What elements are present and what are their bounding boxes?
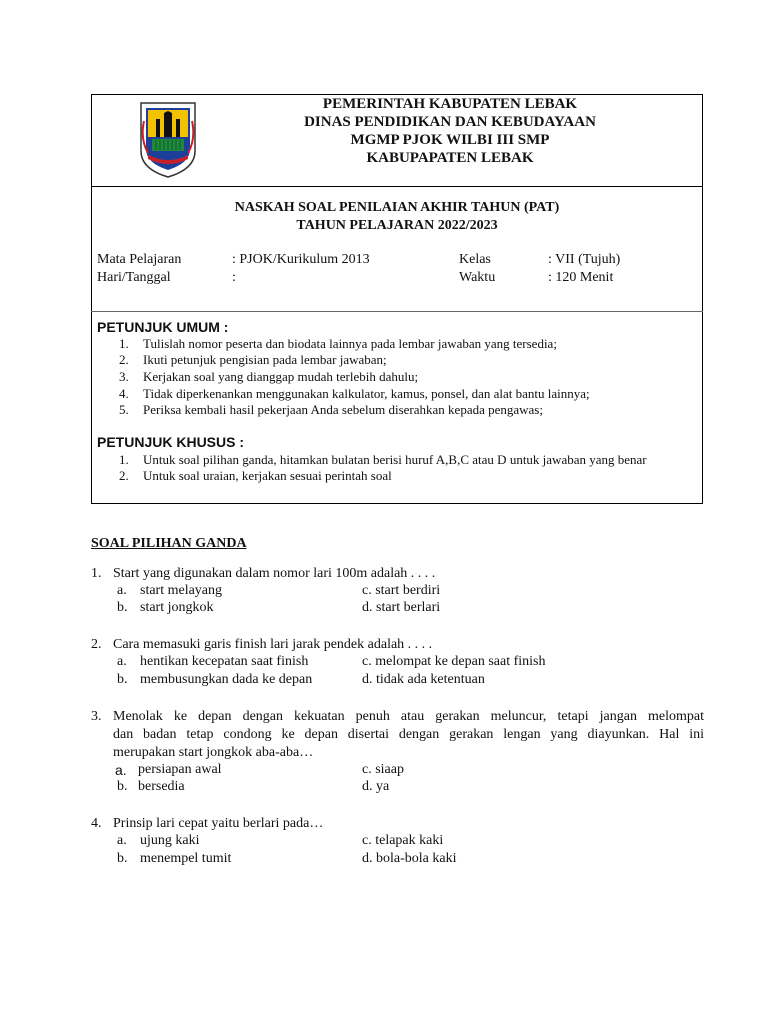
- special-instruction-2: Untuk soal uraian, kerjakan sesuai perintah soal: [143, 468, 392, 483]
- option-label: a.: [117, 583, 127, 598]
- question-text: Prinsip lari cepat yaitu berlari pada…: [113, 816, 324, 831]
- option-d: d. start berlari: [362, 600, 441, 615]
- info-divider: [91, 311, 703, 312]
- multiple-choice-heading: SOAL PILIHAN GANDA: [91, 536, 247, 551]
- option-d: d. bola-bola kaki: [362, 851, 457, 866]
- question-number: 4.: [91, 816, 102, 831]
- option-a: persiapan awal: [138, 762, 222, 777]
- general-instructions-heading: PETUNJUK UMUM :: [97, 319, 229, 335]
- option-label: a.: [115, 762, 127, 778]
- option-label: a.: [117, 833, 127, 848]
- option-label: b.: [117, 851, 128, 866]
- option-label: a.: [117, 654, 127, 669]
- option-c: c. melompat ke depan saat finish: [362, 654, 546, 669]
- option-d: d. ya: [362, 779, 390, 794]
- subject-value: : PJOK/Kurikulum 2013: [232, 252, 370, 267]
- date-label: Hari/Tanggal: [97, 270, 171, 285]
- general-instruction-5: Periksa kembali hasil pekerjaan Anda sebelum diserahkan kepada pengawas;: [143, 402, 543, 417]
- time-value: : 120 Menit: [548, 270, 614, 285]
- class-value: : VII (Tujuh): [548, 252, 621, 267]
- question-text-line-1: Menolak ke depan dengan kekuatan penuh atau gerakan meluncur, tetapi jangan melompat: [113, 709, 704, 724]
- question-number: 2.: [91, 637, 102, 652]
- list-number: 2.: [119, 352, 129, 367]
- list-number: 5.: [119, 402, 129, 417]
- option-c: c. telapak kaki: [362, 833, 444, 848]
- option-b: membusungkan dada ke depan: [140, 672, 313, 687]
- option-a: hentikan kecepatan saat finish: [140, 654, 309, 669]
- general-instruction-3: Kerjakan soal yang dianggap mudah terlebih dahulu;: [143, 369, 419, 384]
- option-b: start jongkok: [140, 600, 214, 615]
- general-instruction-4: Tidak diperkenankan menggunakan kalkulator, kamus, ponsel, dan alat bantu lainnya;: [143, 386, 590, 401]
- option-d: d. tidak ada ketentuan: [362, 672, 485, 687]
- exam-title: NASKAH SOAL PENILAIAN AKHIR TAHUN (PAT): [234, 200, 560, 215]
- option-b: bersedia: [138, 779, 185, 794]
- special-instruction-1: Untuk soal pilihan ganda, hitamkan bulatan berisi huruf A,B,C atau D untuk jawaban yang benar: [143, 452, 647, 467]
- option-label: b.: [117, 779, 128, 794]
- header-line-4: KABUPAPATEN LEBAK: [366, 150, 534, 166]
- kabupaten-lebak-logo: [138, 99, 198, 179]
- list-number: 1.: [119, 452, 129, 467]
- class-label: Kelas: [459, 252, 491, 267]
- exam-year: TAHUN PELAJARAN 2022/2023: [296, 218, 498, 233]
- header-line-1: PEMERINTAH KABUPATEN LEBAK: [322, 96, 578, 112]
- question-text: Start yang digunakan dalam nomor lari 100m adalah . . . .: [113, 566, 436, 581]
- special-instructions-heading: PETUNJUK KHUSUS :: [97, 434, 245, 450]
- option-c: c. start berdiri: [362, 583, 441, 598]
- header-divider: [91, 186, 703, 187]
- general-instruction-2: Ikuti petunjuk pengisian pada lembar jawaban;: [143, 352, 387, 367]
- option-c: c. siaap: [362, 762, 404, 777]
- list-number: 3.: [119, 369, 129, 384]
- date-value: :: [232, 270, 236, 285]
- list-number: 1.: [119, 336, 129, 351]
- general-instruction-1: Tulislah nomor peserta dan biodata lainnya pada lembar jawaban yang tersedia;: [143, 336, 557, 351]
- option-a: start melayang: [140, 583, 223, 598]
- subject-label: Mata Pelajaran: [97, 252, 182, 267]
- option-label: b.: [117, 672, 128, 687]
- question-number: 1.: [91, 566, 102, 581]
- option-a: ujung kaki: [140, 833, 200, 848]
- question-number: 3.: [91, 709, 102, 724]
- question-text-line-2: dan badan tetap condong ke depan disertai dengan gerakan lengan yang diayunkan. Hal ini: [113, 727, 704, 742]
- time-label: Waktu: [459, 270, 496, 285]
- question-text: Cara memasuki garis finish lari jarak pendek adalah . . . .: [113, 637, 433, 652]
- list-number: 4.: [119, 386, 129, 401]
- option-label: b.: [117, 600, 128, 615]
- question-text-line-3: merupakan start jongkok aba-aba…: [113, 745, 314, 760]
- option-b: menempel tumit: [140, 851, 232, 866]
- header-line-3: MGMP PJOK WILBI III SMP: [350, 132, 550, 148]
- list-number: 2.: [119, 468, 129, 483]
- header-line-2: DINAS PENDIDIKAN DAN KEBUDAYAAN: [304, 114, 596, 130]
